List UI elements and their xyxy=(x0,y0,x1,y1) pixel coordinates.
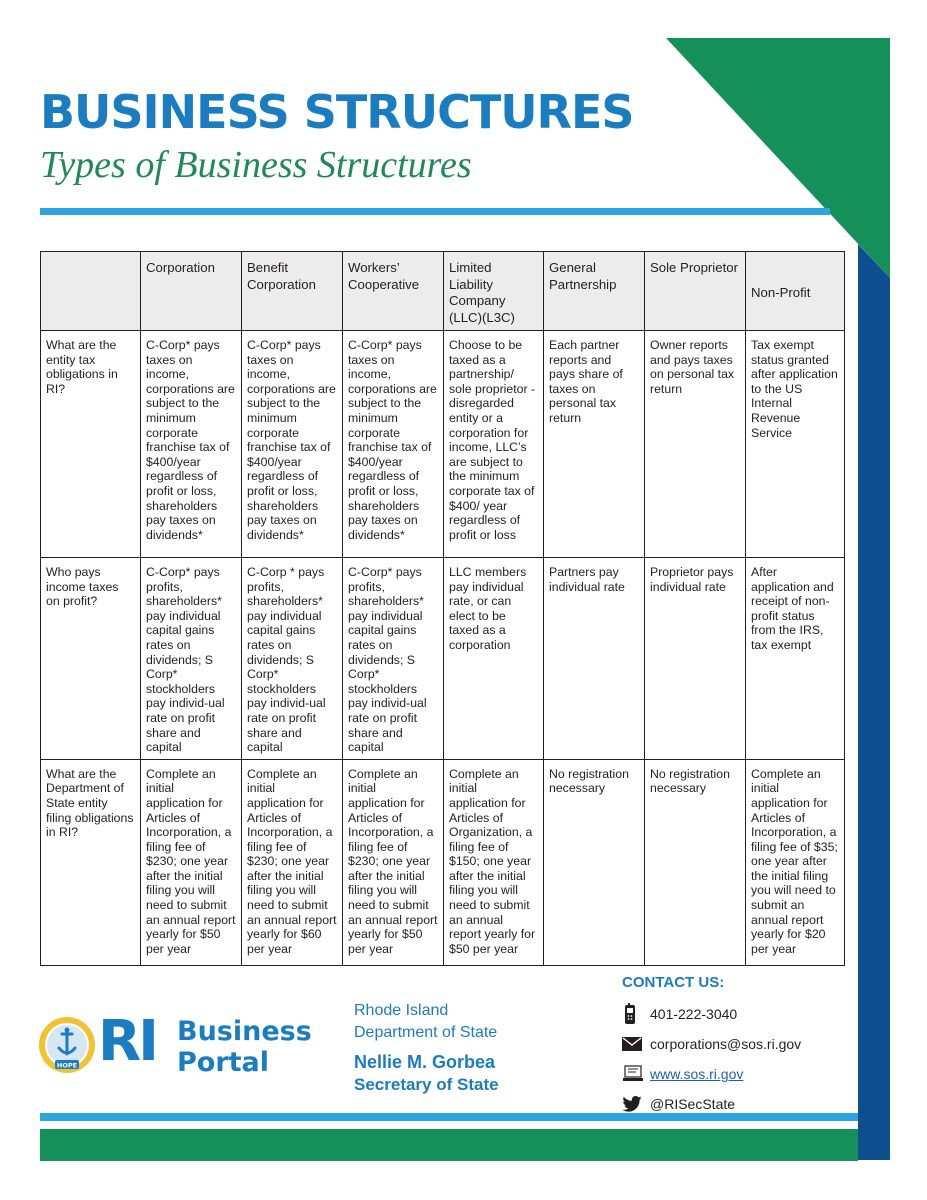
table-row xyxy=(41,331,845,558)
table-row xyxy=(41,759,845,965)
header-workers-cooperative: Workers’ Cooperative xyxy=(343,252,444,331)
table-cell: After application and receipt of non-profit status from the IRS, tax exempt xyxy=(746,558,845,760)
row-question: What are the Department of State entity filing obligations in RI? xyxy=(41,759,141,965)
header-benefit-corporation: Benefit Corporation xyxy=(242,252,343,331)
table-cell: Complete an initial application for Articles of Incorporation, a filing fee of $230; one year after the initial filing you will need to submit an annual report yearly for $60 per year xyxy=(242,759,343,965)
table-cell: Tax exempt status granted after application to the US Internal Revenue Service xyxy=(746,331,845,558)
contact-title: CONTACT US: xyxy=(622,974,725,991)
contact-phone xyxy=(622,999,852,1029)
footer-band-green xyxy=(40,1129,858,1161)
table-cell: No registration necessary xyxy=(544,759,645,965)
table-cell: Each partner reports and pays share of taxes on personal tax return xyxy=(544,331,645,558)
table-cell: Complete an initial application for Articles of Incorporation, a filing fee of $35; one year after the initial filing you will need to submit an annual report yearly for $20 per year xyxy=(746,759,845,965)
computer-icon xyxy=(622,1063,648,1085)
table-cell: Owner reports and pays taxes on personal tax return xyxy=(645,331,746,558)
table-cell: C-Corp* pays taxes on income, corporations are subject to the minimum corporate franchise tax of $400/year regardless of profit or loss, shareholders pay taxes on dividends* xyxy=(242,331,343,558)
website-link[interactable]: www.sos.ri.gov xyxy=(650,1066,744,1082)
table-cell: No registration necessary xyxy=(645,759,746,965)
page-title: BUSINESS STRUCTURES xyxy=(40,85,634,139)
dept-line-2: Department of State xyxy=(354,1024,498,1041)
corner-decoration xyxy=(666,38,890,278)
table-cell: C-Corp* pays profits, shareholders* pay individual capital gains rates on dividends; S Corp* stockholders pay individ-ual rate on profit share and capital xyxy=(343,558,444,760)
table-cell: LLC members pay individual rate, or can elect to be taxed as a corporation xyxy=(444,558,544,760)
logo-portal: Portal xyxy=(177,1047,270,1078)
table-cell: C-Corp* pays taxes on income, corporations are subject to the minimum corporate franchise tax of $400/year regardless of profit or loss, shareholders pay taxes on dividends* xyxy=(343,331,444,558)
header-general-partnership: General Partnership xyxy=(544,252,645,331)
ri-seal-icon xyxy=(38,1016,96,1074)
contact-website xyxy=(622,1059,852,1089)
footer-rule-blue xyxy=(40,1113,858,1121)
header-corporation: Corporation xyxy=(141,252,242,331)
page-subtitle: Types of Business Structures xyxy=(40,144,472,186)
row-question: What are the entity tax obligations in RI? xyxy=(41,331,141,558)
ri-business-portal-logo xyxy=(38,1009,318,1078)
table-cell: Complete an initial application for Articles of Incorporation, a filing fee of $230; one year after the initial filing you will need to submit an annual report yearly for $50 per year xyxy=(141,759,242,965)
header-non-profit: Non-Profit xyxy=(746,252,845,331)
department-info xyxy=(354,1000,614,1096)
table-row xyxy=(41,558,845,760)
phone-icon xyxy=(622,1003,648,1025)
table-cell: Partners pay individual rate xyxy=(544,558,645,760)
logo-ri: RI xyxy=(98,1009,156,1074)
table-cell: Complete an initial application for Articles of Incorporation, a filing fee of $230; one year after the initial filing you will need to submit an annual report yearly for $50 per year xyxy=(343,759,444,965)
contact-us xyxy=(622,974,852,1119)
logo-business: Business xyxy=(177,1016,312,1047)
table-cell: C-Corp * pays profits, shareholders* pay individual capital gains rates on dividends; S Corp* stockholders pay individ-ual rate on profit share and capital xyxy=(242,558,343,760)
secretary-name: Nellie M. Gorbea xyxy=(354,1052,496,1072)
table-header-row xyxy=(41,252,845,331)
header-sole-proprietor: Sole Proprietor xyxy=(645,252,746,331)
twitter-icon xyxy=(622,1093,648,1115)
phone-number: 401-222-3040 xyxy=(650,1006,738,1022)
row-question: Who pays income taxes on profit? xyxy=(41,558,141,760)
table-cell: Proprietor pays individual rate xyxy=(645,558,746,760)
header-rule xyxy=(40,208,830,215)
envelope-icon xyxy=(622,1033,648,1055)
svg-text:HOPE: HOPE xyxy=(56,1061,78,1070)
header-llc: Limited Liability Company (LLC)(L3C) xyxy=(444,252,544,331)
secretary-role: Secretary of State xyxy=(354,1075,499,1094)
header-cell-empty xyxy=(41,252,141,331)
logo-wordmark xyxy=(177,1016,312,1078)
side-strip xyxy=(858,278,890,1160)
table-cell: C-Corp* pays taxes on income, corporations are subject to the minimum corporate franchise tax of $400/year regardless of profit or loss, shareholders pay taxes on dividends* xyxy=(141,331,242,558)
dept-line-1: Rhode Island xyxy=(354,1002,449,1019)
table-cell: Choose to be taxed as a partnership/ sole proprietor - disregarded entity or a corporation for income, LLC’s are subject to the minimum corporate tax of $400/ year regardless of profit or loss xyxy=(444,331,544,558)
business-structures-table xyxy=(40,251,845,966)
twitter-handle[interactable]: @RISecState xyxy=(650,1096,736,1112)
table-cell: Complete an initial application for Articles of Organization, a filing fee of $150; one year after the initial filing you will need to submit an annual report yearly for $50 per year xyxy=(444,759,544,965)
table-cell: C-Corp* pays profits, shareholders* pay individual capital gains rates on dividends; S Corp* stockholders pay individ-ual rate on profit share and capital xyxy=(141,558,242,760)
contact-email xyxy=(622,1029,852,1059)
email-address[interactable]: corporations@sos.ri.gov xyxy=(650,1036,802,1052)
